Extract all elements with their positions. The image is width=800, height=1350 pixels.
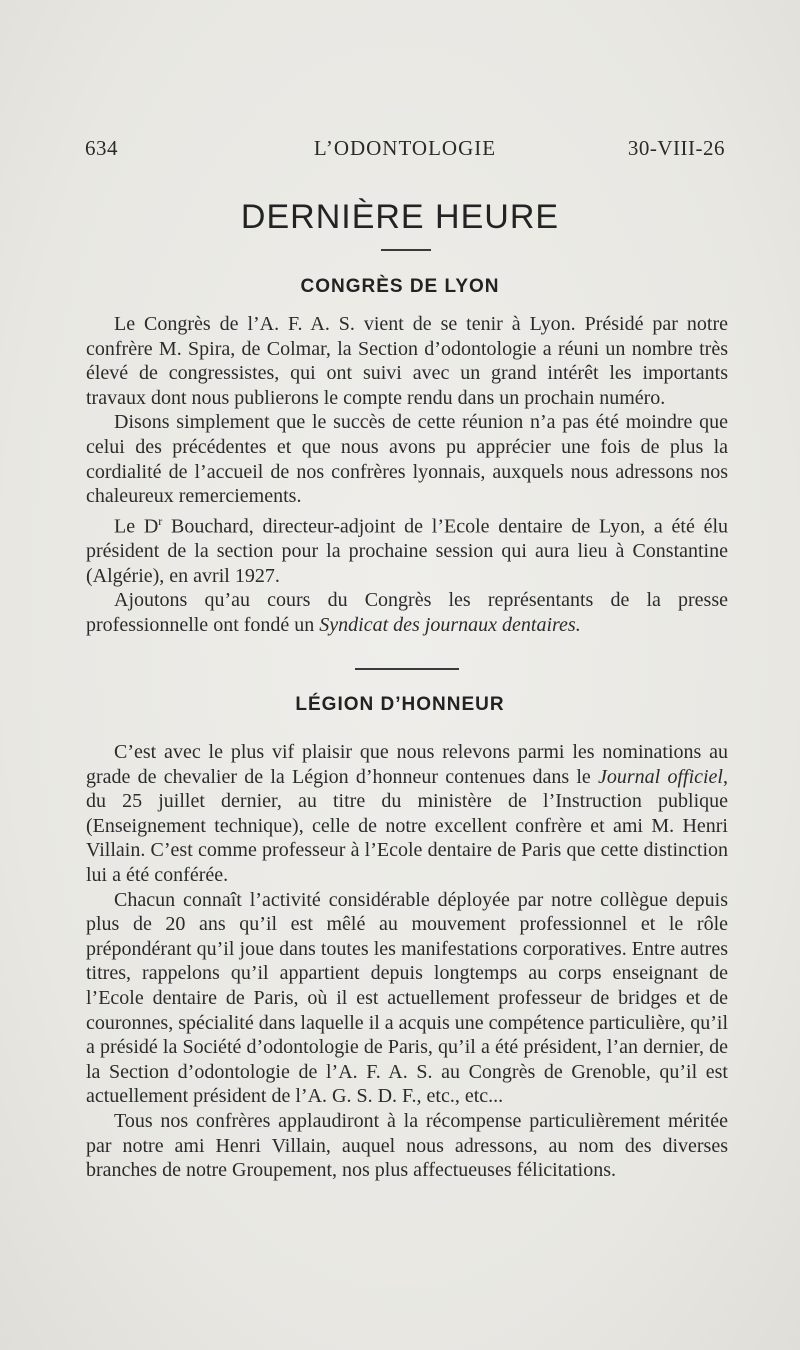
section-body-congres xyxy=(86,312,728,637)
paragraph: Disons simplement que le succès de cette réunion n’a pas été moindre que celui des précédentes et que nous avons pu apprécier une fois de plus la cordialité de l’accueil de nos confrères lyonnais, auxquels nous adressons nos chaleureux remerciements. xyxy=(86,411,728,508)
paragraph: Ajoutons qu’au cours du Congrès les représentants de la presse professionnelle ont fondé un Syndicat des journaux dentaires. xyxy=(86,589,728,636)
section-divider xyxy=(355,668,459,670)
section-heading-congres: CONGRÈS DE LYON xyxy=(300,276,500,297)
section-body-legion xyxy=(86,740,728,1183)
paragraph: Tous nos confrères applaudiront à la récompense particulièrement méritée par notre ami Henri Villain, auquel nous adressons, au nom des diverses branches de notre Groupement, nos plus affectueuses félicitations. xyxy=(86,1109,728,1182)
section-heading-legion: LÉGION D’HONNEUR xyxy=(295,694,505,715)
journal-name: L’ODONTOLOGIE xyxy=(313,136,497,160)
issue-date: 30-VIII-26 xyxy=(627,136,725,160)
page-number: 634 xyxy=(85,136,118,160)
running-header xyxy=(85,136,725,166)
title-rule xyxy=(381,249,431,251)
paragraph: Le $D^r$ Bouchard, directeur-adjoint de l’Ecole dentaire de Lyon, a été élu président de la section pour la prochaine session qui aura lieu à Constantine (Algérie), en avril 1927. xyxy=(86,513,729,587)
paragraph: Le Congrès de l’A. F. A. S. vient de se tenir à Lyon. Présidé par notre confrère M. Spira, de Colmar, la Section d’odontologie a réuni un nombre très élevé de congressistes, qui ont suivi avec un grand intérêt les importants travaux dont nous publierons le compte rendu dans un prochain numéro. xyxy=(86,313,728,409)
paragraph: Chacun connaît l’activité considérable déployée par notre collègue depuis plus de 20 ans qu’il est mêlé au mouvement professionnel et le rôle prépondérant qu’il joue dans toutes les manifestations corporatives. Entre autres titres, rappelons qu’il appartient depuis longtemps au corps enseignant de l’Ecole dentaire de Paris, où il est actuellement professeur de bridges et de couronnes, spécialité dans laquelle il a acquis une compétence particulière, qu’il a présidé la Société d’odontologie de Paris, qu’il a été président, l’an dernier, de la Section d’odontologie de l’A. F. A. S. au Congrès de Grenoble, qu’il est actuellement président de l’A. G. S. D. F., etc., etc... xyxy=(86,888,728,1108)
page-title: DERNIÈRE HEURE xyxy=(240,198,560,236)
paragraph: C’est avec le plus vif plaisir que nous relevons parmi les nominations au grade de chevalier de la Légion d’honneur contenues dans le Journal officiel, du 25 juillet dernier, au titre du ministère de l’Instruction publique (Enseignement technique), celle de notre excellent confrère et ami M. Henri Villain. C’est comme professeur à l’Ecole dentaire de Paris que cette distinction lui a été conférée. xyxy=(86,741,728,886)
